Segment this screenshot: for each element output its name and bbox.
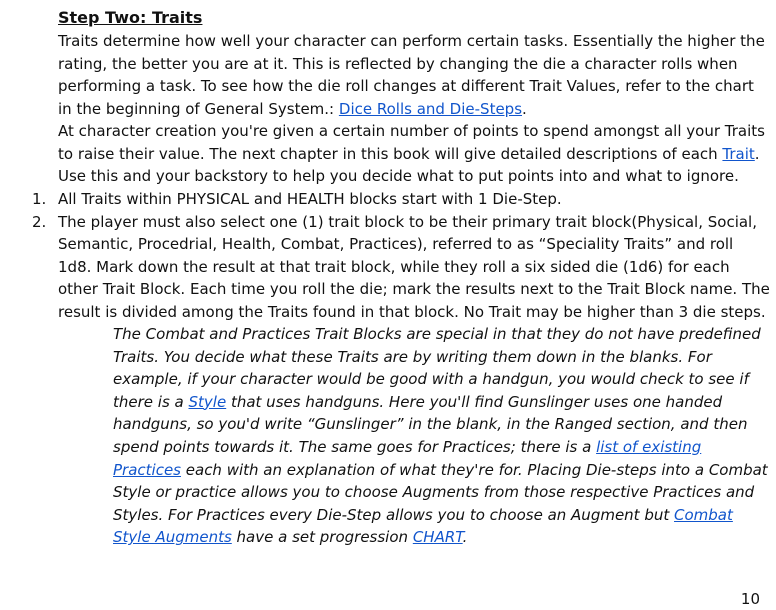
note-text-2: that uses handguns. Here you'll find Gunslinger uses one handed handguns, so you'd write “Gunslinger” in the blank, in the Ranged section, and then spend points towards it. The same goes for Practices; there is a	[113, 392, 748, 456]
list-item-text: All Traits within PHYSICAL and HEALTH blocks start with 1 Die-Step.	[58, 190, 562, 208]
list-item-text: The player must also select one (1) trait block to be their primary trait block(Physical, Social, Semantic, Procedrial, Health, Combat, Practices), referred to as “Speciality Traits” and roll 1d8. Mark down the result at that trait block, while they roll a six sided die (1d6) for each other Trait Block. Each time you roll the die; mark the results next to the Trait Block name. The result is divided among the Traits found in that block. No Trait may be higher than 3 die steps.	[58, 212, 770, 321]
practices-list-link[interactable]: list of existing Practices	[113, 437, 702, 479]
dice-rolls-link[interactable]: Dice Rolls and Die-Steps	[338, 99, 523, 118]
combat-practices-note	[113, 323, 773, 549]
section-heading: Step Two: Traits	[58, 8, 203, 27]
creation-text: At character creation you're given a certain number of points to spend amongst all your Traits to raise their value. The next chapter in this book will give detailed descriptions of each	[58, 122, 765, 163]
list-item	[0, 188, 776, 211]
style-link[interactable]: Style	[188, 392, 227, 411]
traits-intro-paragraph	[58, 30, 770, 120]
combat-style-augments-link[interactable]: Combat Style Augments	[113, 505, 733, 547]
character-creation-paragraph	[58, 120, 770, 188]
list-number: 2.	[32, 212, 47, 231]
creation-end: . Use this and your backstory to help you decide what to put points into and what to ignore.	[58, 144, 760, 186]
note-text-3: each with an explanation of what they're for. Placing Die-steps into a Combat Style or practice allows you to choose Augments from those respective Practices and Styles. For Practices every Die-Step allows you to choose an Augment but	[113, 460, 768, 524]
intro-text: Traits determine how well your character can perform certain tasks. Essentially the higher the rating, the better you are at it. This is reflected by changing the die a character rolls when performing a task. To see how the die roll changes at different Trait Values, refer to the chart in the beginning of General System.:	[58, 32, 765, 118]
note-text-4: have a set progression	[231, 528, 413, 547]
chart-link[interactable]: CHART	[412, 528, 463, 547]
note-text-1: The Combat and Practices Trait Blocks are special in that they do not have predefined Traits. You decide what these Traits are by writing them down in the blanks. For example, if your character would be good with a handgun, you would check to see if there is a	[113, 325, 761, 411]
note-text-5: .	[462, 528, 468, 547]
rules-list	[0, 188, 776, 324]
page-number: 10	[740, 590, 760, 608]
list-number: 1.	[32, 190, 47, 208]
intro-end: .	[522, 99, 527, 118]
list-item	[0, 211, 776, 324]
trait-link[interactable]: Trait	[722, 144, 755, 163]
